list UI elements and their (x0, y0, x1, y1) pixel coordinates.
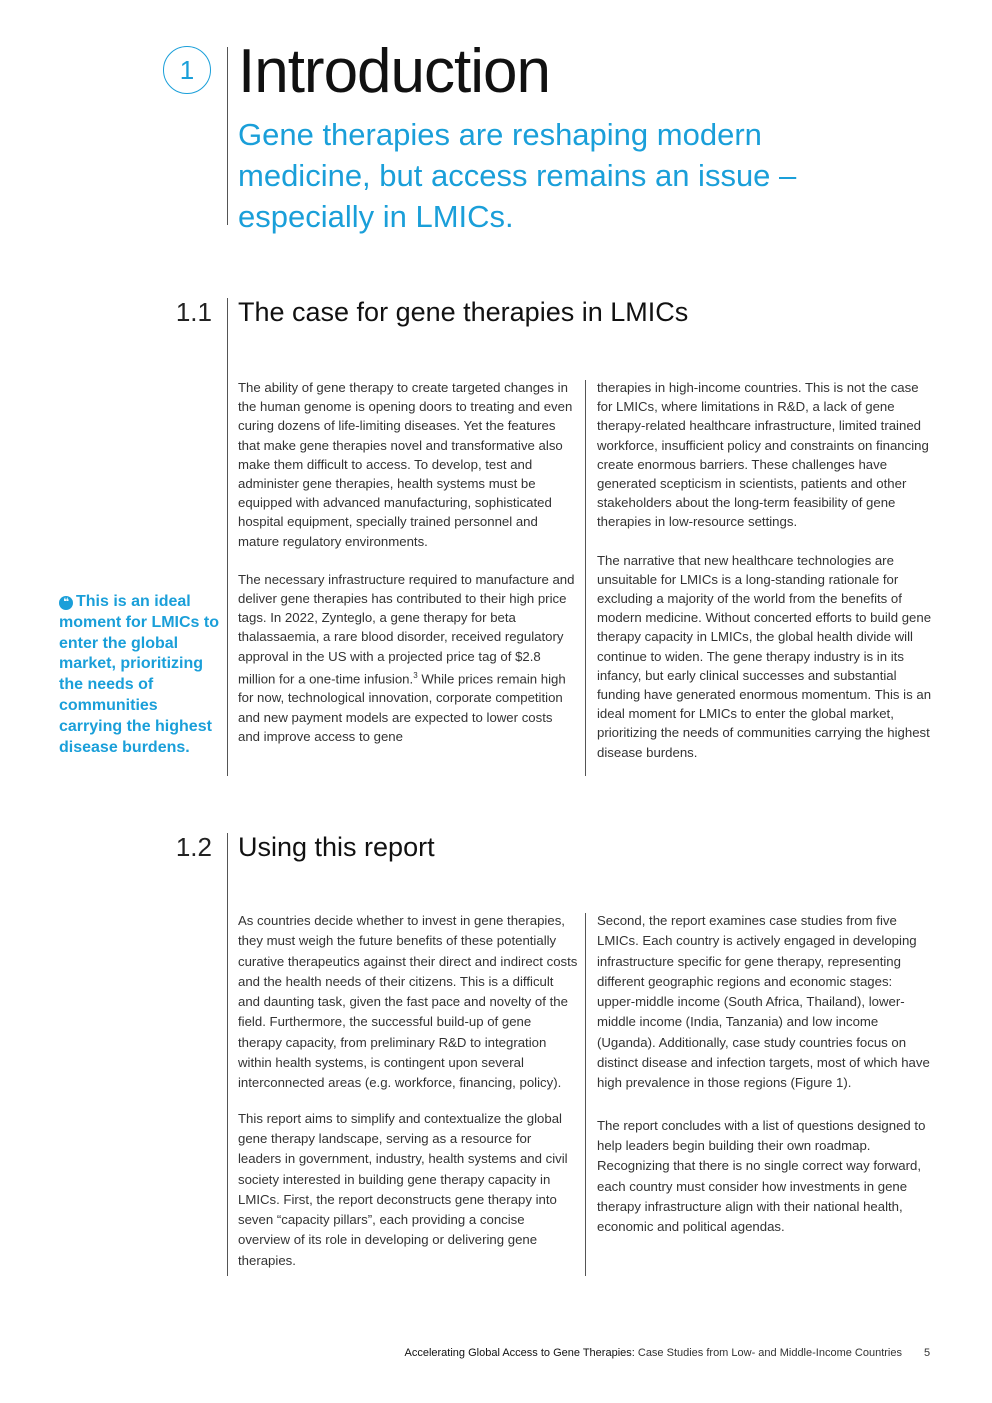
paragraph: therapies in high-income countries. This is not the case for LMICs, where limitations in R&D, a lack of gene therapy-related healthcare infrastructure, limited trained workforce, insufficient policy and constraints on financing create enormous barriers. These challenges have generated scepticism in scientists, patients and other stakeholders about the long-term feasibility of gene therapies in low-resource settings. (597, 380, 929, 530)
quote-icon: ❝ (59, 596, 73, 610)
paragraph: As countries decide whether to invest in gene therapies, they must weigh the future benefits of these potentially curative therapeutics against their direct and indirect costs and the health needs of their citizens. This is a difficult and daunting task, given the fast pace and novelty of the field. Furthermore, the successful build-up of gene therapy capacity, from preliminary R&D to integration within health systems, is contingent upon several interconnected areas (e.g. workforce, financing, policy). (238, 913, 578, 1091)
footnote-marker: 3 (413, 670, 418, 680)
paragraph: The report concludes with a list of questions designed to help leaders begin building their own roadmap. Recognizing that there is no single correct way forward, each country must consider how investments in gene therapy infrastructure align with their national health, economic and political agendas. (597, 1117, 926, 1235)
section-title: Using this report (238, 832, 435, 862)
paragraph-text: The necessary infrastructure required to manufacture and deliver gene therapies has contributed to their high price tags. In 2022, Zynteglo, a gene therapy for beta thalassaemia, a rare blood disorder, received regulatory approval in the US with a projected price tag of $2.8 million for a one-time infusion. (238, 571, 575, 687)
chapter-divider (227, 47, 228, 225)
body-column-left (238, 911, 578, 1286)
section-title: The case for gene therapies in LMICs (238, 297, 689, 327)
paragraph: The narrative that new healthcare technologies are unsuitable for LMICs is a long-standing rationale for excluding a majority of the world from the benefits of modern medicine. Without concerted efforts to build gene therapy capacity in LMICs, the global health divide will continue to widen. The gene therapy industry is in its infancy, but early clinical successes and substantial funding have generated enormous momentum. This is an ideal moment for LMICs to enter the global market, prioritizing the needs of communities carrying the highest disease burdens. (597, 552, 932, 760)
paragraph: This report aims to simplify and contextualize the global gene therapy landscape, serving as a resource for leaders in government, industry, health systems and civil society interested in building gene therapy capacity in LMICs. First, the report deconstructs gene therapy into seven “capacity pillars”, each providing a concise overview of its role in developing or delivering gene therapies. (238, 1110, 568, 1268)
footer-title-bold: Accelerating Global Access to Gene Therapies: (404, 1347, 635, 1359)
paragraph: The ability of gene therapy to create targeted changes in the human genome is opening doors to treating and even curing dozens of life-limiting diseases. Yet the features that make gene therapies novel and transformative also make them difficult to access. To develop, test and administer gene therapies, health systems must be equipped with advanced manufacturing, sophisticated hospital equipment, specially trained personnel and mature regulatory environments. (238, 380, 573, 549)
section-divider (227, 833, 228, 1276)
pull-quote (59, 592, 219, 758)
section-number: 1.1 (175, 297, 212, 327)
section-number: 1.2 (175, 832, 212, 862)
column-divider (585, 380, 586, 776)
body-column-right (597, 378, 937, 762)
chapter-number-badge: 1 (163, 46, 211, 94)
body-column-right (597, 911, 933, 1252)
section-divider (227, 298, 228, 776)
chapter-title: Introduction (238, 37, 550, 106)
paragraph: Second, the report examines case studies from five LMICs. Each country is actively engaged in developing infrastructure specific for gene therapy, representing different geographic regions and economic stages: upper-middle income (South Africa, Thailand), lower-middle income (India, Tanzania) and low income (Uganda). Additionally, case study countries focus on distinct disease and infection targets, most of which have high prevalence in those regions (Figure 1). (597, 913, 930, 1091)
column-divider (585, 913, 586, 1276)
footer-title-rest: Case Studies from Low- and Middle-Income Countries (634, 1347, 902, 1359)
pull-quote-text: This is an ideal moment for LMICs to enter the global market, prioritizing the needs of communities carrying the highest disease burdens. (59, 593, 219, 756)
paragraph-text: While prices remain high for now, technological innovation, corporate competition and new payment models are expected to lower costs and improve access to gene (238, 671, 566, 744)
chapter-subtitle: Gene therapies are reshaping modern medicine, but access remains an issue – especially in LMICs. (238, 117, 797, 234)
body-column-left (238, 378, 576, 746)
paragraph (238, 570, 576, 746)
page-number: 5 (924, 1347, 931, 1359)
page-footer (404, 1347, 931, 1359)
